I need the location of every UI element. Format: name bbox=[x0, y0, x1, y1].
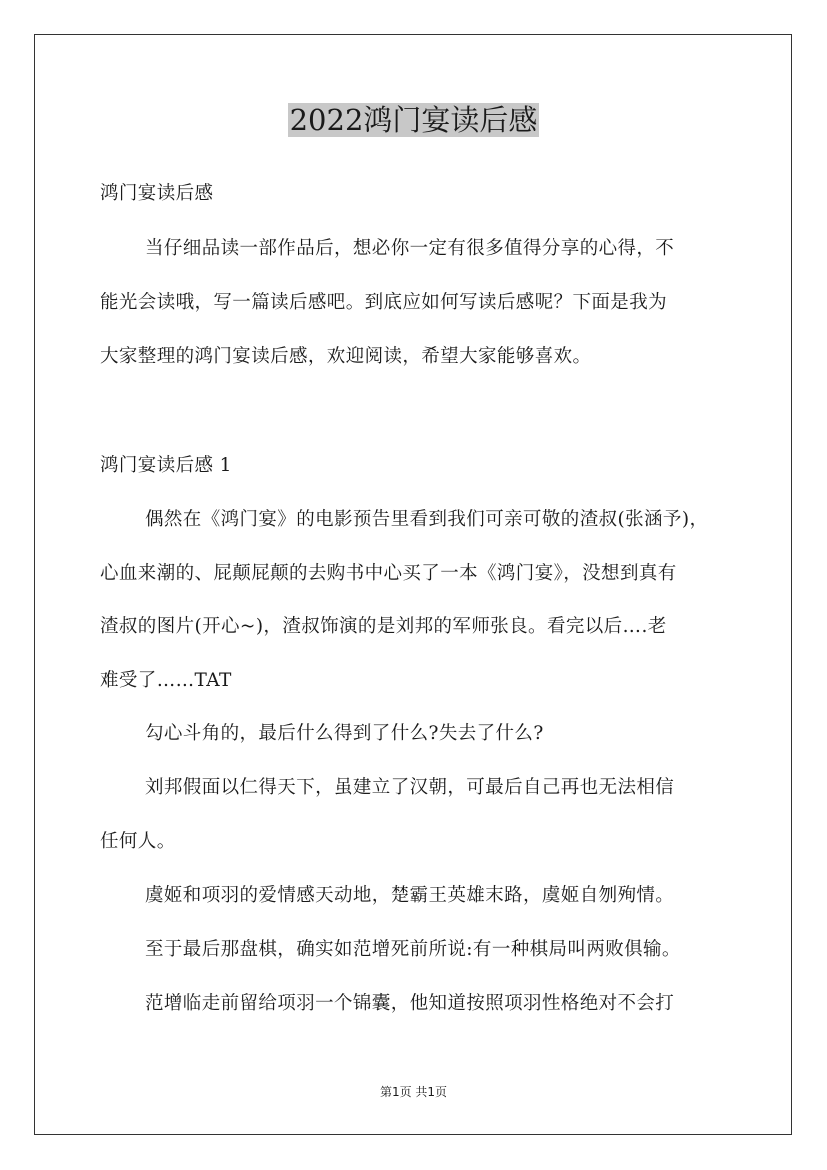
body-line-2: 心血来潮的、屁颠屁颠的去购书中心买了一本《鸿门宴》，没想到真有 bbox=[100, 563, 677, 584]
body-line-6: 刘邦假面以仁得天下，虽建立了汉朝，可最后自己再也无法相信 bbox=[145, 777, 675, 798]
body-line-7: 任何人。 bbox=[100, 831, 176, 852]
body-line-3: 渣叔的图片(开心~)，渣叔饰演的是刘邦的军师张良。看完以后….老 bbox=[100, 616, 667, 637]
intro-line-3: 大家整理的鸿门宴读后感，欢迎阅读，希望大家能够喜欢。 bbox=[100, 346, 592, 367]
section-heading: 鸿门宴读后感 1 bbox=[100, 455, 232, 476]
page-footer: 第1页 共1页 bbox=[379, 1085, 448, 1099]
body-line-4: 难受了……TAT bbox=[100, 670, 232, 691]
body-line-9: 至于最后那盘棋，确实如范增死前所说:有一种棋局叫两败俱输。 bbox=[145, 939, 681, 960]
document-subtitle: 鸿门宴读后感 bbox=[100, 183, 214, 204]
intro-line-1: 当仔细品读一部作品后，想必你一定有很多值得分享的心得，不 bbox=[145, 238, 675, 259]
body-line-8: 虞姬和项羽的爱情感天动地，楚霸王英雄末路，虞姬自刎殉情。 bbox=[145, 885, 675, 906]
body-line-5: 勾心斗角的，最后什么得到了什么?失去了什么? bbox=[145, 723, 544, 744]
body-line-10: 范增临走前留给项羽一个锦囊，他知道按照项羽性格绝对不会打 bbox=[145, 993, 675, 1014]
body-line-1: 偶然在《鸿门宴》的电影预告里看到我们可亲可敬的渣叔(张涵予)， bbox=[145, 509, 709, 530]
document-title bbox=[0, 98, 827, 142]
intro-line-2: 能光会读哦，写一篇读后感吧。到底应如何写读后感呢？下面是我为 bbox=[100, 292, 668, 313]
document-title-text: 2022鸿门宴读后感 bbox=[289, 103, 538, 137]
